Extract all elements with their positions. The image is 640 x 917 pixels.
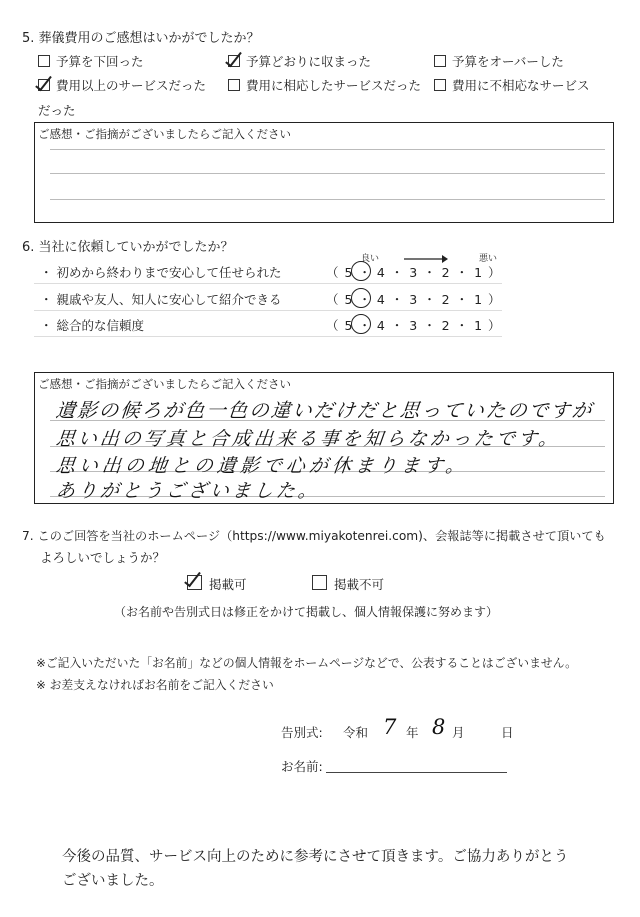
handwritten-comment-line-4: ありがとうございました。 — [54, 480, 322, 502]
q5-title: 5. 葬儀費用のご感想はいかがでしたか？ — [22, 31, 260, 46]
q6-item-1-label: ・ 初めから終わりまで安心して任せられた — [40, 265, 282, 280]
scale-bad-label: 悪い — [479, 254, 498, 264]
ceremony-month-handwritten[interactable]: 8 — [432, 715, 446, 739]
q5-comment-rule — [50, 199, 605, 200]
q6-item-rule — [34, 283, 502, 284]
handwritten-comment-line-1: 遺影の候ろが色一色の違いだけだと思っていたのですが — [54, 399, 595, 422]
q6-item-2-scale: （ 5 ・ 4 ・ 3 ・ 2 ・ 1 ） — [326, 292, 502, 307]
privacy-note: ※ご記入いただいた「お名前」などの個人情報をホームページなどで、公表することはございません。 — [36, 656, 577, 670]
q6-item-3-scale: （ 5 ・ 4 ・ 3 ・ 2 ・ 1 ） — [326, 318, 502, 333]
ceremony-year-unit: 年 — [406, 725, 419, 740]
ceremony-month-unit: 月 — [452, 725, 465, 740]
name-field-line[interactable] — [326, 772, 507, 773]
q5-comment-rule — [50, 149, 605, 150]
q7-publish-ng-checkbox[interactable] — [312, 575, 327, 590]
ceremony-label: 告別式: — [281, 725, 323, 740]
q7-note: （お名前や告別式日は修正をかけて掲載し、個人情報保護に努めます） — [114, 605, 499, 619]
q5-option-3-checkbox[interactable] — [434, 55, 446, 67]
handwritten-comment-line-3: 思い出の地との遺影で心が休まります。 — [54, 455, 470, 477]
q5-option-6-label: 費用に不相応なサービス — [452, 78, 590, 93]
q5-option-4-label: 費用以上のサービスだった — [56, 78, 207, 93]
q6-item-2-label: ・ 親戚や友人、知人に安心して紹介できる — [40, 292, 282, 307]
ceremony-era: 令和 — [343, 725, 369, 740]
handwritten-comment-line-2: 思い出の写真と合成出来る事を知らなかったです。 — [54, 428, 562, 450]
q6-comment-caption: ご感想・ご指摘がございましたらご記入ください — [38, 377, 291, 391]
q5-option-2-label: 予算どおりに収まった — [246, 54, 372, 69]
ceremony-year-handwritten[interactable]: 7 — [383, 715, 397, 739]
q7-publish-ok-label: 掲載可 — [209, 577, 247, 592]
name-request-note: ※ お差支えなければお名前をご記入ください — [36, 678, 274, 692]
q5-option-5-label: 費用に相応したサービスだった — [246, 78, 422, 93]
ceremony-day-unit: 日 — [501, 725, 514, 740]
q5-option-6-checkbox[interactable] — [434, 79, 446, 91]
q6-item-rule — [34, 310, 502, 311]
q6-item-3-label: ・ 総合的な信頼度 — [40, 318, 144, 333]
name-field-label: お名前: — [281, 759, 323, 774]
q5-comment-caption: ご感想・ご指摘がございましたらご記入ください — [38, 127, 291, 141]
scale-good-label: 良い — [361, 254, 380, 264]
q5-option-2-checkbox[interactable] — [228, 55, 240, 67]
q5-option-4-checkbox[interactable] — [38, 79, 50, 91]
q5-option-1-checkbox[interactable] — [38, 55, 50, 67]
q7-publish-ok-checkbox[interactable] — [187, 575, 202, 590]
q6-item-2-selected-circle — [351, 288, 371, 308]
q5-option-5-checkbox[interactable] — [228, 79, 240, 91]
q5-option-6-wrap: だった — [38, 103, 76, 118]
q7-publish-ng-label: 掲載不可 — [334, 577, 385, 592]
q6-item-1-selected-circle — [351, 261, 371, 281]
q6-item-3-selected-circle — [351, 314, 371, 334]
closing-line-1: 今後の品質、サービス向上のために参考にさせて頂きます。ご協力ありがとう — [62, 849, 569, 865]
q5-option-1-label: 予算を下回った — [56, 54, 144, 69]
q7-title-line-1: 7. このご回答を当社のホームページ（https://www.miyakotenrei.com)、会報誌等に掲載させて頂いても — [22, 529, 606, 543]
closing-line-2: ございました。 — [62, 873, 164, 889]
q6-item-1-scale: （ 5 ・ 4 ・ 3 ・ 2 ・ 1 ） — [326, 265, 502, 280]
q6-item-rule — [34, 336, 502, 337]
q5-option-3-label: 予算をオーバーした — [452, 54, 564, 69]
q6-title: 6. 当社に依頼していかがでしたか？ — [22, 240, 234, 255]
q7-title-line-2: よろしいでしょうか？ — [40, 550, 166, 565]
q5-comment-rule — [50, 173, 605, 174]
